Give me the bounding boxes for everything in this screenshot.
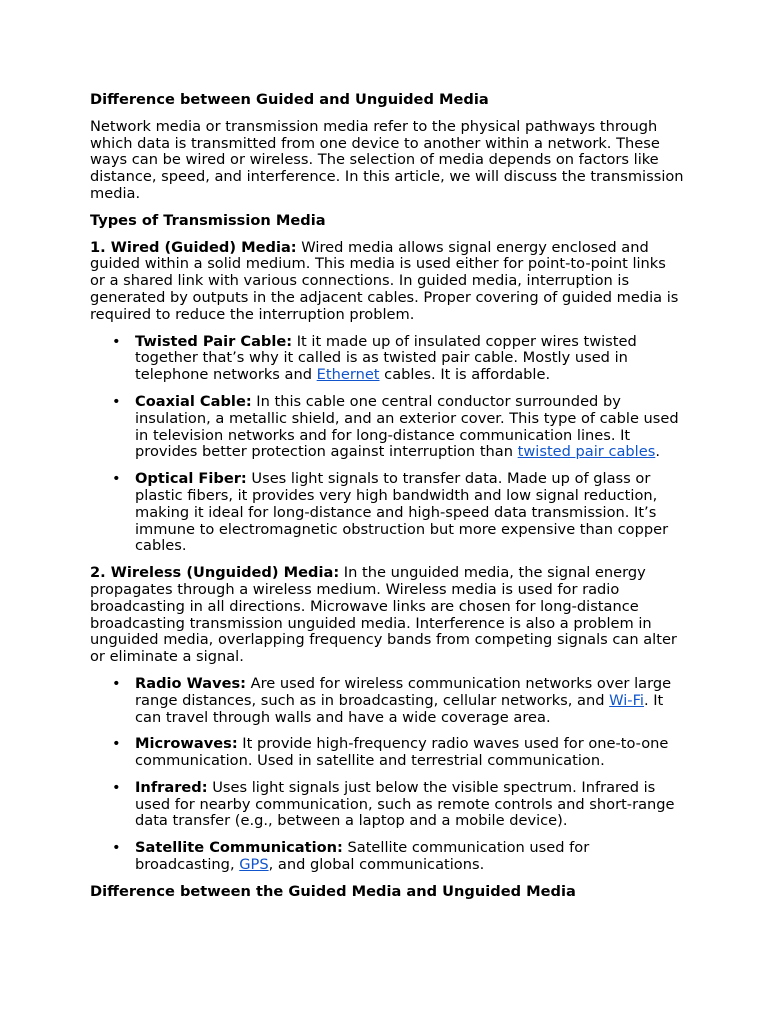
wireless-label: 2. Wireless (Unguided) Media: bbox=[90, 564, 340, 582]
item-text: It provide high-frequency radio waves used for one-to-one communication. Used in satellite and terrestrial communication. bbox=[135, 735, 669, 770]
document-page bbox=[90, 92, 684, 901]
bullet-icon: • bbox=[112, 470, 121, 488]
item-text-post: cables. It is affordable. bbox=[379, 366, 551, 384]
list-item-coaxial bbox=[90, 394, 684, 461]
bullet-icon: • bbox=[112, 778, 121, 796]
wired-text: Wired media allows signal energy enclosed and guided within a solid medium. This media is used either for point-to-point links or a shared link with various connections. In guided media, interruption is generated by outputs in the adjacent cables. Proper covering of guided media is required to reduce the interruption problem. bbox=[90, 238, 679, 323]
item-label: Radio Waves: bbox=[135, 674, 246, 692]
list-item-twisted-pair bbox=[90, 334, 684, 384]
bullet-icon: • bbox=[112, 392, 121, 410]
wireless-text: In the unguided media, the signal energy propagates through a wireless medium. Wireless media is used for radio broadcasting in all directions. Microwave links are chosen for long-distance broadcasting transmission unguided media. Interference is also a problem in unguided media, overlapping frequency bands from competing signals can alter or eliminate a signal. bbox=[90, 564, 677, 666]
wireless-paragraph bbox=[90, 565, 684, 666]
bullet-icon: • bbox=[112, 735, 121, 753]
page-title: Difference between Guided and Unguided Media bbox=[90, 91, 489, 108]
twisted-pair-cables-link[interactable]: twisted pair cables bbox=[517, 443, 656, 461]
item-text: Uses light signals to transfer data. Made up of glass or plastic fibers, it provides very high bandwidth and low signal reduction, making it ideal for long-distance and high-speed data transmission. It’s immune to electromagnetic obstruction but more expensive than copper cables. bbox=[135, 470, 669, 555]
bullet-icon: • bbox=[112, 674, 121, 692]
wifi-link[interactable]: Wi-Fi bbox=[609, 691, 644, 709]
wired-label: 1. Wired (Guided) Media: bbox=[90, 238, 297, 256]
intro-paragraph: Network media or transmission media refer to the physical pathways through which data is transmitted from one device to another within a network. These ways can be wired or wireless. The selection of media depends on factors like distance, speed, and interference. In this article, we will discuss the transmission media. bbox=[90, 117, 684, 202]
list-item-radio-waves bbox=[90, 676, 684, 726]
wired-list bbox=[90, 334, 684, 556]
wireless-list bbox=[90, 676, 684, 874]
item-text: Are used for wireless communication networks over large range distances, such as in broadcasting, cellular networks, and bbox=[135, 674, 672, 709]
bullet-icon: • bbox=[112, 332, 121, 350]
item-text: Satellite communication used for broadcasting, bbox=[135, 839, 590, 874]
list-item-satellite bbox=[90, 840, 684, 874]
list-item-optical-fiber bbox=[90, 471, 684, 555]
bullet-icon: • bbox=[112, 839, 121, 857]
item-text: It it made up of insulated copper wires twisted together that’s why it called is as twisted pair cable. Mostly used in telephone networks and bbox=[135, 332, 637, 384]
item-label: Microwaves: bbox=[135, 735, 238, 753]
item-label: Coaxial Cable: bbox=[135, 392, 252, 410]
list-item-microwaves bbox=[90, 736, 684, 770]
gps-link[interactable]: GPS bbox=[239, 856, 269, 874]
difference-heading: Difference between the Guided Media and Unguided Media bbox=[90, 882, 576, 900]
item-text: In this cable one central conductor surrounded by insulation, a metallic shield, and an exterior cover. This type of cable used in television networks and for long-distance communication lines. It provides better protection against interruption than bbox=[135, 392, 679, 461]
list-item-infrared bbox=[90, 780, 684, 830]
item-label: Optical Fiber: bbox=[135, 470, 247, 488]
item-text-post: . It can travel through walls and have a wide coverage area. bbox=[135, 691, 664, 726]
item-label: Infrared: bbox=[135, 778, 208, 796]
ethernet-link[interactable]: Ethernet bbox=[316, 366, 380, 384]
item-text: Uses light signals just below the visible spectrum. Infrared is used for nearby communication, such as remote controls and short-range data transfer (e.g., between a laptop and a mobile device). bbox=[135, 778, 675, 830]
types-heading: Types of Transmission Media bbox=[90, 211, 326, 229]
item-text-post: . bbox=[655, 443, 660, 461]
item-label: Twisted Pair Cable: bbox=[135, 332, 293, 350]
item-text-post: , and global communications. bbox=[268, 856, 485, 874]
wired-paragraph bbox=[90, 240, 684, 324]
item-label: Satellite Communication: bbox=[135, 839, 343, 857]
